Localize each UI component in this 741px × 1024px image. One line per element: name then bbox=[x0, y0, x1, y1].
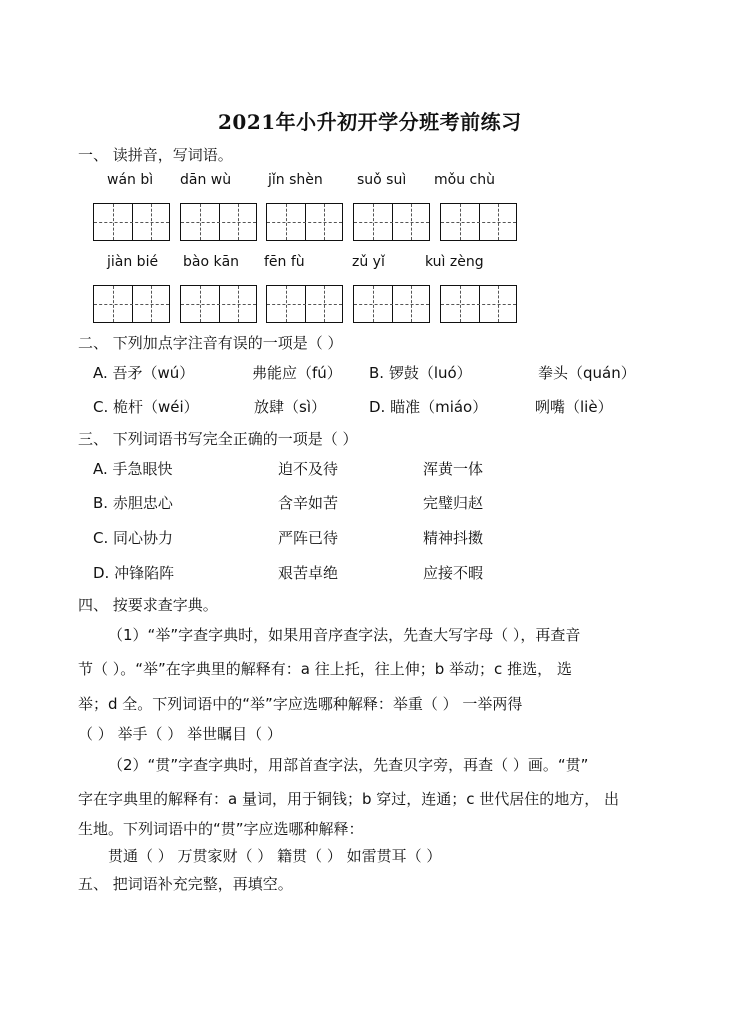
option-c-2: 放肆（sì） bbox=[254, 398, 326, 416]
pinyin-label: suǒ suì bbox=[357, 172, 407, 188]
option-word: 含辛如苦 bbox=[278, 494, 339, 512]
option-c-1: C. 桅杆（wéi） bbox=[93, 398, 199, 416]
writing-box[interactable] bbox=[180, 203, 257, 241]
section-2-heading: 二、 下列加点字注音有误的一项是（ ） bbox=[78, 334, 343, 352]
writing-box[interactable] bbox=[93, 203, 170, 241]
paragraph-line: （ ） 举手（ ） 举世瞩目（ ） bbox=[78, 725, 282, 743]
option-b-1: B. 锣鼓（luó） bbox=[369, 364, 472, 382]
section-3-heading: 三、 下列词语书写完全正确的一项是（ ） bbox=[78, 430, 358, 448]
option-b-2: 拳头（quán） bbox=[538, 364, 636, 382]
option-word: 精神抖擞 bbox=[423, 529, 484, 547]
pinyin-label: jiàn bié bbox=[107, 254, 159, 270]
option-d-2: 咧嘴（liè） bbox=[535, 398, 613, 416]
option-word: D. 冲锋陷阵 bbox=[93, 564, 175, 582]
writing-box[interactable] bbox=[266, 203, 343, 241]
option-a-1: A. 吾矛（wú） bbox=[93, 364, 195, 382]
pinyin-label: fēn fù bbox=[264, 254, 305, 270]
paragraph-line: 字在字典里的解释有：a 量词，用于铜钱；b 穿过，连通；c 世代居住的地方， 出 bbox=[78, 790, 620, 808]
pinyin-label: zǔ yǐ bbox=[352, 254, 385, 270]
paragraph-line: 举；d 全。下列词语中的“举”字应选哪种解释：举重（ ） 一举两得 bbox=[78, 695, 523, 713]
option-word: 艰苦卓绝 bbox=[278, 564, 339, 582]
option-a-2: 弗能应（fú） bbox=[252, 364, 342, 382]
section-1-heading: 一、 读拼音，写词语。 bbox=[78, 146, 233, 164]
pinyin-label: mǒu chù bbox=[434, 172, 495, 188]
option-d-1: D. 瞄准（miáo） bbox=[369, 398, 488, 416]
writing-box[interactable] bbox=[353, 203, 430, 241]
paragraph-line: （2）“贯”字查字典时，用部首查字法，先查贝字旁，再查（ ）画。“贯” bbox=[108, 756, 589, 774]
writing-box[interactable] bbox=[266, 285, 343, 323]
writing-box[interactable] bbox=[180, 285, 257, 323]
option-word: 完璧归赵 bbox=[423, 494, 484, 512]
paragraph-line: 生地。下列词语中的“贯”字应选哪种解释： bbox=[78, 820, 364, 838]
writing-box[interactable] bbox=[353, 285, 430, 323]
section-5-heading: 五、 把词语补充完整，再填空。 bbox=[78, 875, 293, 893]
option-word: 严阵已待 bbox=[278, 529, 339, 547]
section-4-heading: 四、 按要求查字典。 bbox=[78, 596, 218, 614]
page-title: 2021年小升初开学分班考前练习 bbox=[218, 110, 522, 134]
option-word: B. 赤胆忠心 bbox=[93, 494, 173, 512]
option-word: A. 手急眼快 bbox=[93, 460, 173, 478]
writing-box[interactable] bbox=[440, 203, 517, 241]
paragraph-line: （1）“举”字查字典时，如果用音序查字法，先查大写字母（ ），再查音 bbox=[108, 626, 581, 644]
pinyin-label: bào kān bbox=[183, 254, 240, 270]
option-word: 迫不及待 bbox=[278, 460, 339, 478]
pinyin-label: jǐn shèn bbox=[268, 172, 323, 188]
option-word: 浑黄一体 bbox=[423, 460, 484, 478]
pinyin-label: wán bì bbox=[107, 172, 154, 188]
option-word: C. 同心协力 bbox=[93, 529, 174, 547]
pinyin-label: kuì zèng bbox=[425, 254, 484, 270]
paragraph-line: 贯通（ ） 万贯家财（ ） 籍贯（ ） 如雷贯耳（ ） bbox=[108, 847, 442, 865]
pinyin-label: dān wù bbox=[180, 172, 232, 188]
option-word: 应接不暇 bbox=[423, 564, 484, 582]
paragraph-line: 节（ ）。“举”在字典里的解释有：a 往上托，往上伸；b 举动；c 推选， 选 bbox=[78, 660, 572, 678]
writing-box[interactable] bbox=[440, 285, 517, 323]
writing-box[interactable] bbox=[93, 285, 170, 323]
